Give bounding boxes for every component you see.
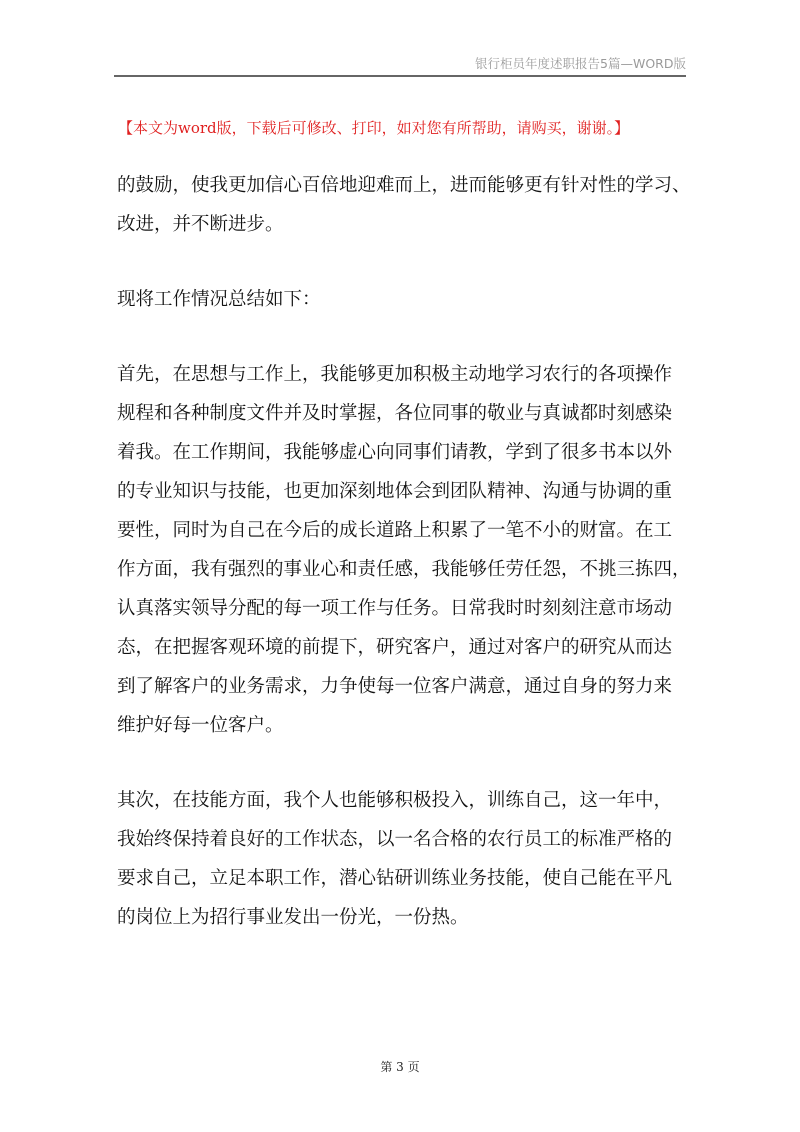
header-divider bbox=[114, 75, 686, 77]
text-line: 我始终保持着良好的工作状态，以一名合格的农行员工的标准严格的 bbox=[117, 829, 673, 850]
text-line: 要性，同时为自己在今后的成长道路上积累了一笔不小的财富。在工 bbox=[117, 520, 673, 541]
text-line: 态，在把握客观环境的前提下，研究客户，通过对客户的研究从而达 bbox=[117, 637, 673, 658]
text-line: 到了解客户的业务需求，力争使每一位客户满意，通过自身的努力来 bbox=[117, 676, 673, 697]
text-line: 规程和各种制度文件并及时掌握，各位同事的敬业与真诚都时刻感染 bbox=[117, 403, 673, 424]
paragraph bbox=[117, 781, 697, 937]
paragraph-gap bbox=[117, 244, 697, 280]
text-line: 改进，并不断进步。 bbox=[117, 214, 284, 235]
document-body bbox=[117, 166, 697, 937]
text-line: 作方面，我有强烈的事业心和责任感，我能够任劳任怨，不挑三拣四， bbox=[117, 559, 691, 580]
text-line: 的鼓励，使我更加信心百倍地迎难而上，进而能够更有针对性的学习、 bbox=[117, 175, 691, 196]
paragraph-gap bbox=[117, 319, 697, 355]
text-line: 要求自己，立足本职工作，潜心钻研训练业务技能，使自己能在平凡 bbox=[117, 868, 673, 889]
page-number: 第 3 页 bbox=[380, 1060, 420, 1074]
text-line: 认真落实领导分配的每一项工作与任务。日常我时时刻刻注意市场动 bbox=[117, 598, 673, 619]
paragraph bbox=[117, 166, 697, 244]
text-line: 着我。在工作期间，我能够虚心向同事们请教，学到了很多书本以外 bbox=[117, 442, 673, 463]
text-line: 的岗位上为招行事业发出一份光，一份热。 bbox=[117, 907, 469, 928]
paragraph-gap bbox=[117, 745, 697, 781]
text-line: 首先，在思想与工作上，我能够更加积极主动地学习农行的各项操作 bbox=[117, 364, 673, 385]
purchase-notice: 【本文为word版，下载后可修改、打印，如对您有所帮助，请购买，谢谢。】 bbox=[118, 119, 630, 137]
text-line: 维护好每一位客户。 bbox=[117, 715, 284, 736]
text-line: 其次，在技能方面，我个人也能够积极投入，训练自己，这一年中， bbox=[117, 790, 673, 811]
text-line: 现将工作情况总结如下： bbox=[117, 289, 321, 310]
text-line: 的专业知识与技能，也更加深刻地体会到团队精神、沟通与协调的重 bbox=[117, 481, 673, 502]
page-header: 银行柜员年度述职报告5篇—WORD版 bbox=[475, 56, 686, 71]
paragraph bbox=[117, 280, 697, 319]
paragraph bbox=[117, 355, 697, 745]
